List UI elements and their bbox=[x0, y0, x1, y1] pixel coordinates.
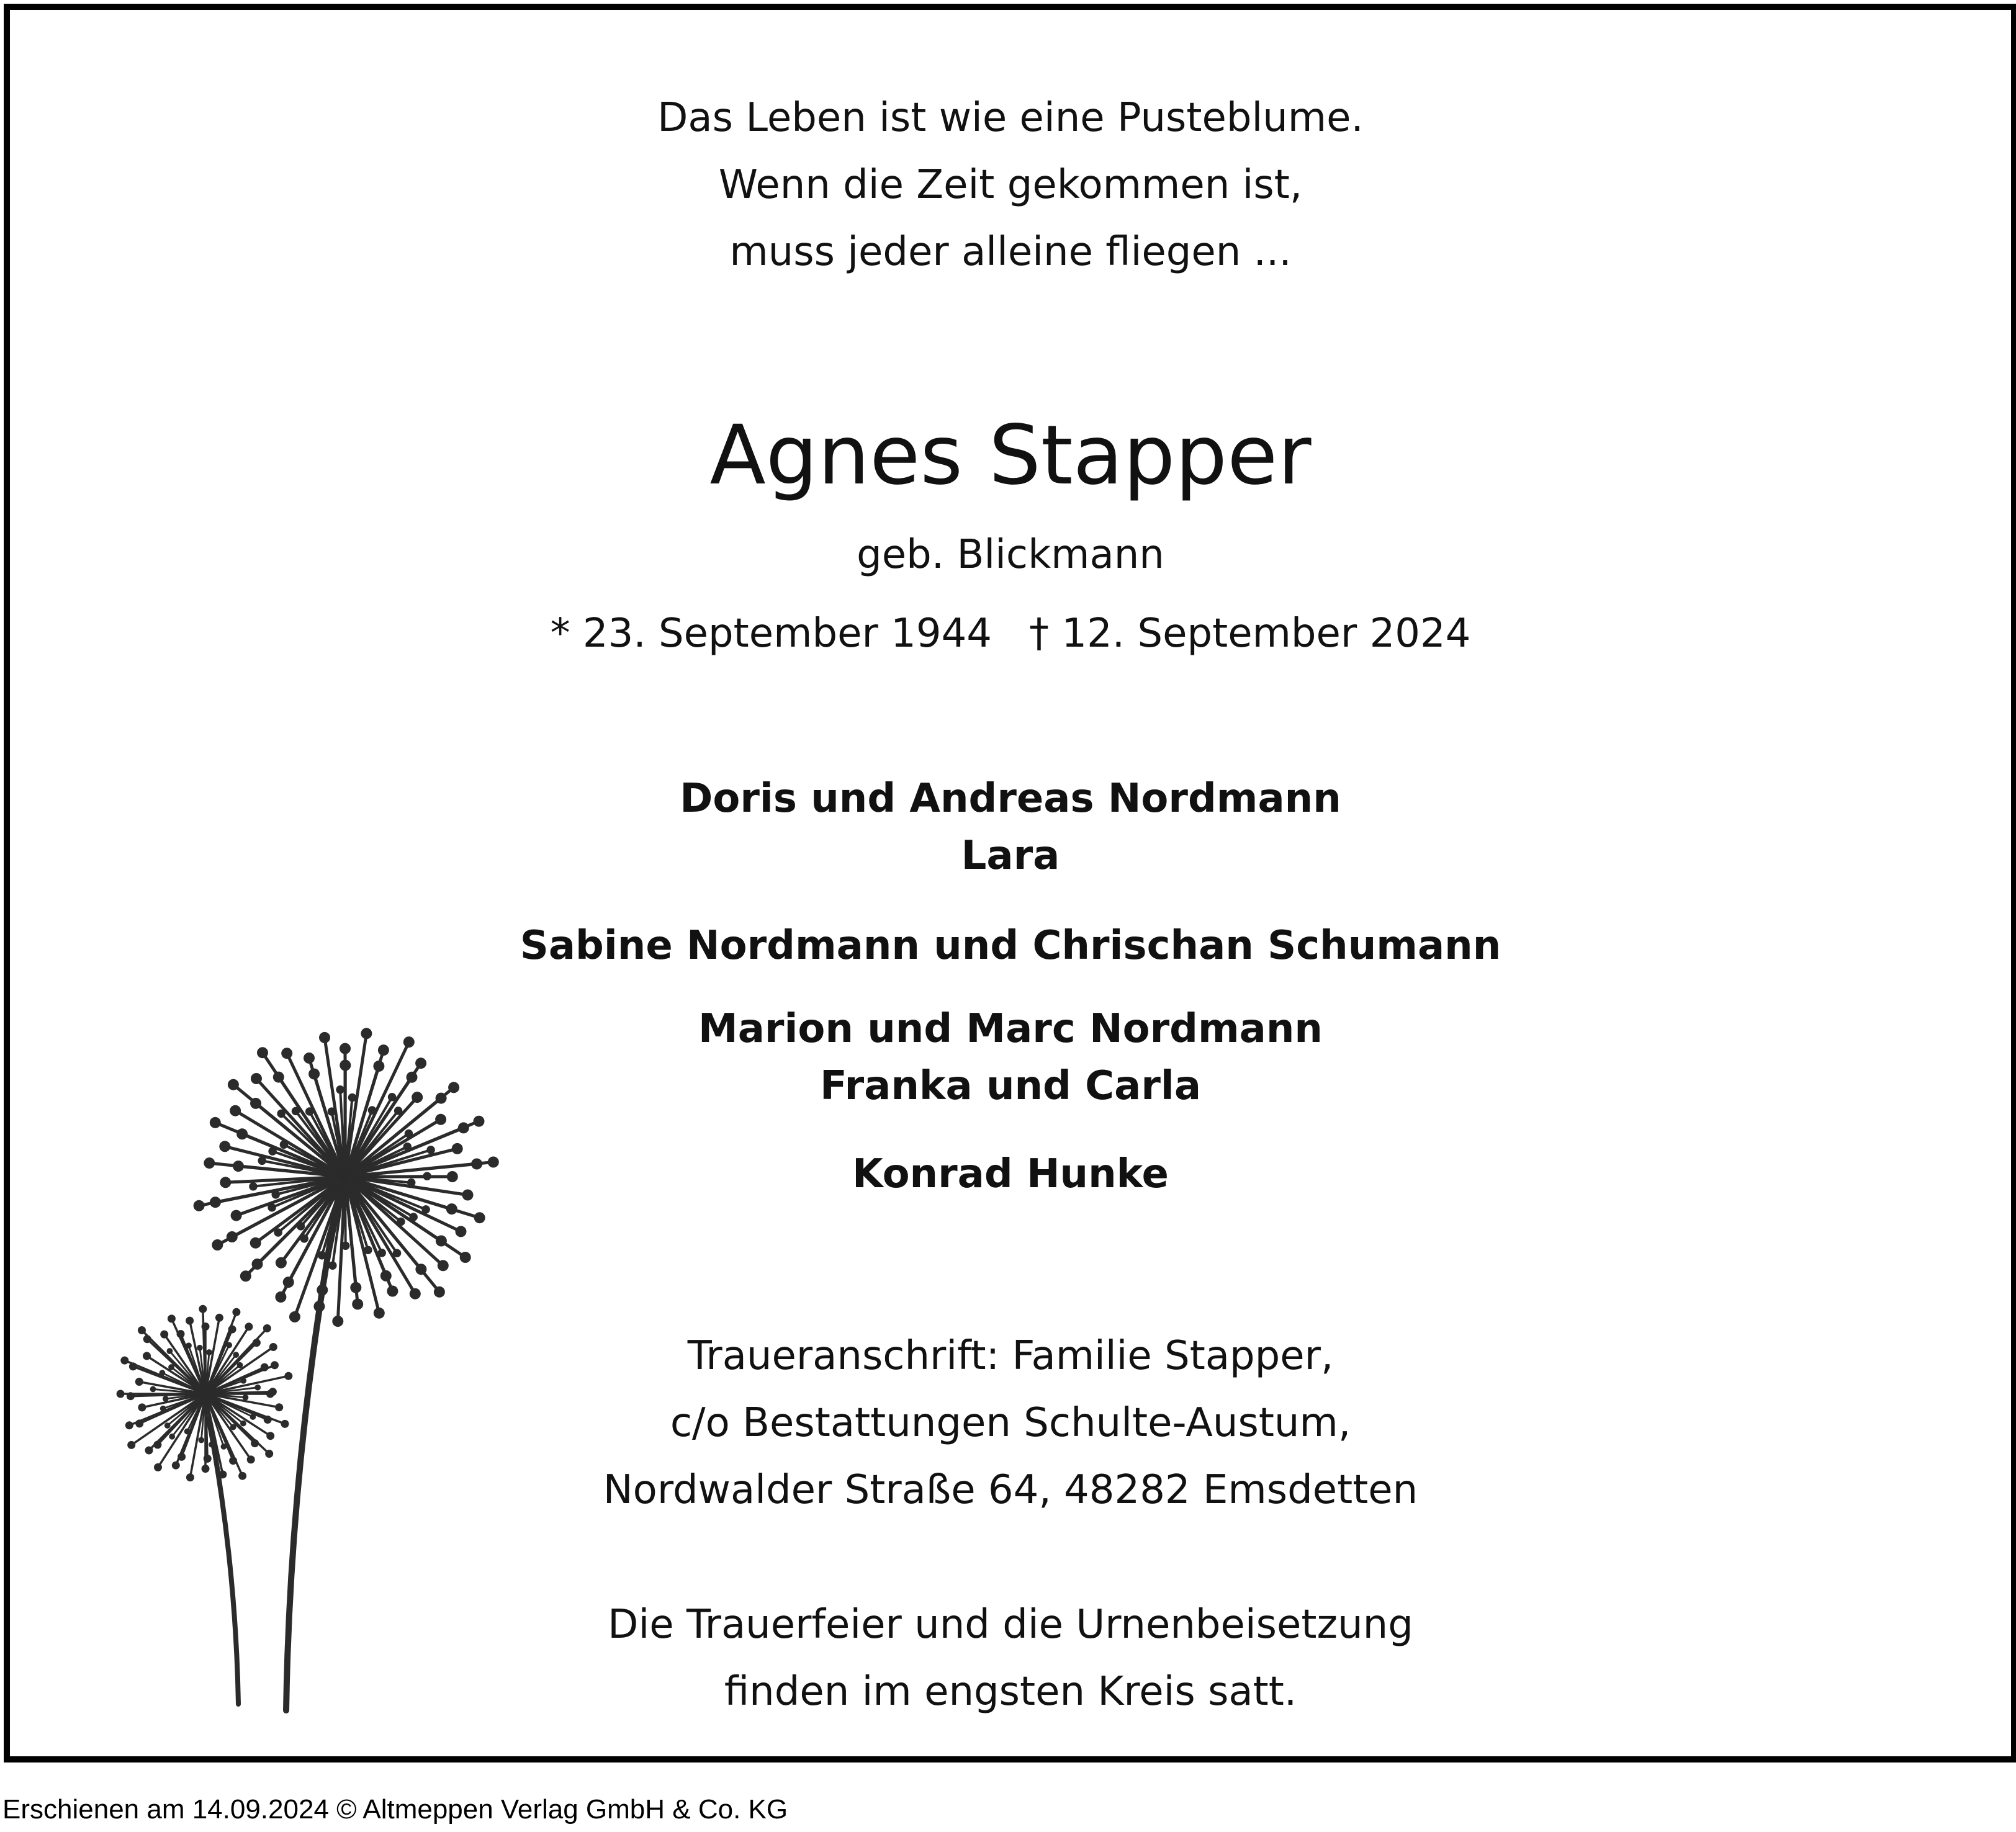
ceremony-line: finden im engsten Kreis satt. bbox=[724, 1669, 1297, 1715]
life-dates bbox=[10, 603, 2011, 665]
mourner-line: Konrad Hunke bbox=[852, 1151, 1169, 1197]
poem-line: Das Leben ist wie eine Pusteblume. bbox=[657, 95, 1364, 141]
mourner-line: Franka und Carla bbox=[819, 1063, 1202, 1109]
address-line: Traueranschrift: Familie Stapper, bbox=[687, 1333, 1334, 1379]
publication-footer: Erschienen am 14.09.2024 © Altmeppen Verlag GmbH & Co. KG bbox=[2, 1794, 788, 1825]
mourner-group bbox=[10, 917, 2011, 974]
mourner-line: Sabine Nordmann und Chrischan Schumann bbox=[520, 923, 1501, 969]
dandelion-icon bbox=[97, 990, 531, 1723]
poem-line: muss jeder alleine fliegen ... bbox=[729, 229, 1292, 275]
mourner-group bbox=[10, 770, 2011, 884]
poem-line: Wenn die Zeit gekommen ist, bbox=[718, 162, 1303, 208]
obituary-card bbox=[4, 4, 2016, 1762]
address-line: c/o Bestattungen Schulte-Austum, bbox=[670, 1400, 1351, 1446]
death-date: † 12. September 2024 bbox=[1029, 611, 1471, 657]
birth-name: geb. Blickmann bbox=[857, 532, 1164, 578]
deceased-name: Agnes Stapper bbox=[709, 408, 1312, 503]
large-dandelion-head bbox=[194, 1028, 499, 1327]
birth-date: * 23. September 1944 bbox=[550, 611, 992, 657]
address-line: Nordwalder Straße 64, 48282 Emsdetten bbox=[603, 1467, 1418, 1513]
mourner-line: Doris und Andreas Nordmann bbox=[680, 776, 1341, 822]
mourner-line: Lara bbox=[961, 833, 1060, 879]
ceremony-line: Die Trauerfeier und die Urnenbeisetzung bbox=[608, 1602, 1413, 1648]
small-dandelion-head bbox=[117, 1305, 293, 1481]
mourner-line: Marion und Marc Nordmann bbox=[698, 1006, 1323, 1052]
poem bbox=[10, 84, 2011, 285]
